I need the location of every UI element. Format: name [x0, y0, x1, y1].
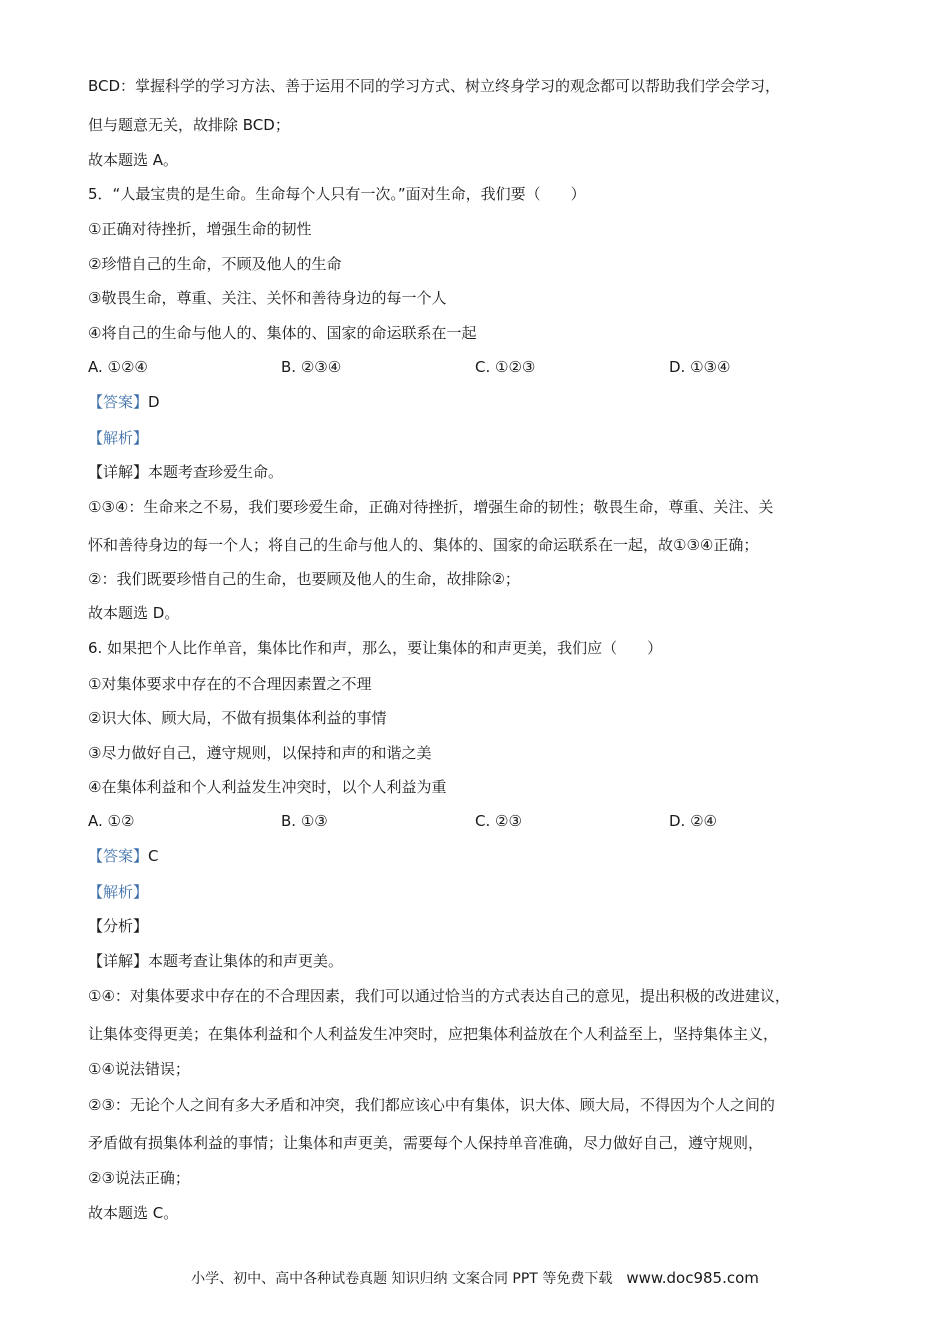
- question-6-explanation-line: ①④：对集体要求中存在的不合理因素，我们可以通过恰当的方式表达自己的意见，提出积极的改进建议，: [88, 987, 790, 1005]
- prev-explanation-line: BCD：掌握科学的学习方法、善于运用不同的学习方式、树立终身学习的观念都可以帮助我们学会学习，: [88, 77, 781, 95]
- question-5-conclusion: 故本题选 D。: [88, 604, 180, 622]
- prev-explanation-line: 但与题意无关，故排除 BCD；: [88, 116, 290, 134]
- question-5-item: ③敬畏生命，尊重、关注、关怀和善待身边的每一个人: [88, 289, 447, 307]
- question-6-explanation-line: 让集体变得更美；在集体利益和个人利益发生冲突时，应把集体利益放在个人利益至上，坚持集体主义，: [88, 1025, 779, 1043]
- question-6-option-b: B. ①③: [281, 812, 328, 830]
- question-5-item: ②珍惜自己的生命，不顾及他人的生命: [88, 255, 342, 273]
- answer-tag: 【答案】: [88, 847, 149, 865]
- footer-url[interactable]: www.doc985.com: [626, 1269, 759, 1287]
- question-5-option-c: C. ①②③: [475, 358, 536, 376]
- question-6-explanation-line: ②③说法正确；: [88, 1169, 190, 1187]
- analysis-tag: 【解析】: [88, 429, 149, 447]
- question-6-explanation-line: ①④说法错误；: [88, 1060, 190, 1078]
- question-5-explanation-line: ②：我们既要珍惜自己的生命，也要顾及他人的生命，故排除②；: [88, 570, 520, 588]
- fenxi-tag: 【分析】: [88, 917, 149, 935]
- prev-conclusion: 故本题选 A。: [88, 151, 179, 169]
- question-6-explanation-line: 矛盾做有损集体利益的事情；让集体和声更美，需要每个人保持单音准确，尽力做好自己，遵守规则，: [88, 1134, 764, 1152]
- detail-text: 本题考查珍爱生命。: [148, 463, 284, 481]
- question-5-item: ④将自己的生命与他人的、集体的、国家的命运联系在一起: [88, 324, 477, 342]
- question-5-item: ①正确对待挫折，增强生命的韧性: [88, 220, 312, 238]
- question-6-detail: [88, 951, 343, 971]
- question-6-option-d: D. ②④: [669, 812, 717, 830]
- question-6-item: ②识大体、顾大局，不做有损集体利益的事情: [88, 709, 387, 727]
- question-6-conclusion: 故本题选 C。: [88, 1204, 179, 1222]
- question-5-option-d: D. ①③④: [669, 358, 731, 376]
- detail-tag: 【详解】: [88, 463, 149, 481]
- question-6-option-a: A. ①②: [88, 812, 135, 830]
- question-6-explanation-line: ②③：无论个人之间有多大矛盾和冲突，我们都应该心中有集体，识大体、顾大局，不得因为个人之间的: [88, 1096, 775, 1114]
- question-5-option-a: A. ①②④: [88, 358, 148, 376]
- answer-value: D: [148, 393, 160, 411]
- answer-value: C: [148, 847, 159, 865]
- page-footer: [0, 1268, 950, 1289]
- question-5-detail: [88, 462, 283, 482]
- question-6-stem: 6. 如果把个人比作单音，集体比作和声，那么，要让集体的和声更美，我们应（ ）: [88, 639, 663, 657]
- question-5-explanation-line: ①③④：生命来之不易，我们要珍爱生命，正确对待挫折，增强生命的韧性；敬畏生命，尊重、关注、关: [88, 498, 774, 516]
- question-5-option-b: B. ②③④: [281, 358, 342, 376]
- analysis-tag: 【解析】: [88, 883, 149, 901]
- question-5-answer: [88, 392, 160, 412]
- question-6-item: ③尽力做好自己，遵守规则，以保持和声的和谐之美: [88, 744, 432, 762]
- question-5-explanation-line: 怀和善待身边的每一个人；将自己的生命与他人的、集体的、国家的命运联系在一起，故①③④正确；: [88, 536, 759, 554]
- question-5-stem: 5．“人最宝贵的是生命。生命每个人只有一次。”面对生命，我们要（ ）: [88, 185, 586, 203]
- question-6-item: ④在集体利益和个人利益发生冲突时，以个人利益为重: [88, 778, 447, 796]
- detail-tag: 【详解】: [88, 952, 149, 970]
- question-6-option-c: C. ②③: [475, 812, 522, 830]
- detail-text: 本题考查让集体的和声更美。: [148, 952, 344, 970]
- answer-tag: 【答案】: [88, 393, 149, 411]
- footer-text: 小学、初中、高中各种试卷真题 知识归纳 文案合同 PPT 等免费下载: [191, 1271, 613, 1287]
- question-6-item: ①对集体要求中存在的不合理因素置之不理: [88, 675, 372, 693]
- question-6-answer: [88, 846, 159, 866]
